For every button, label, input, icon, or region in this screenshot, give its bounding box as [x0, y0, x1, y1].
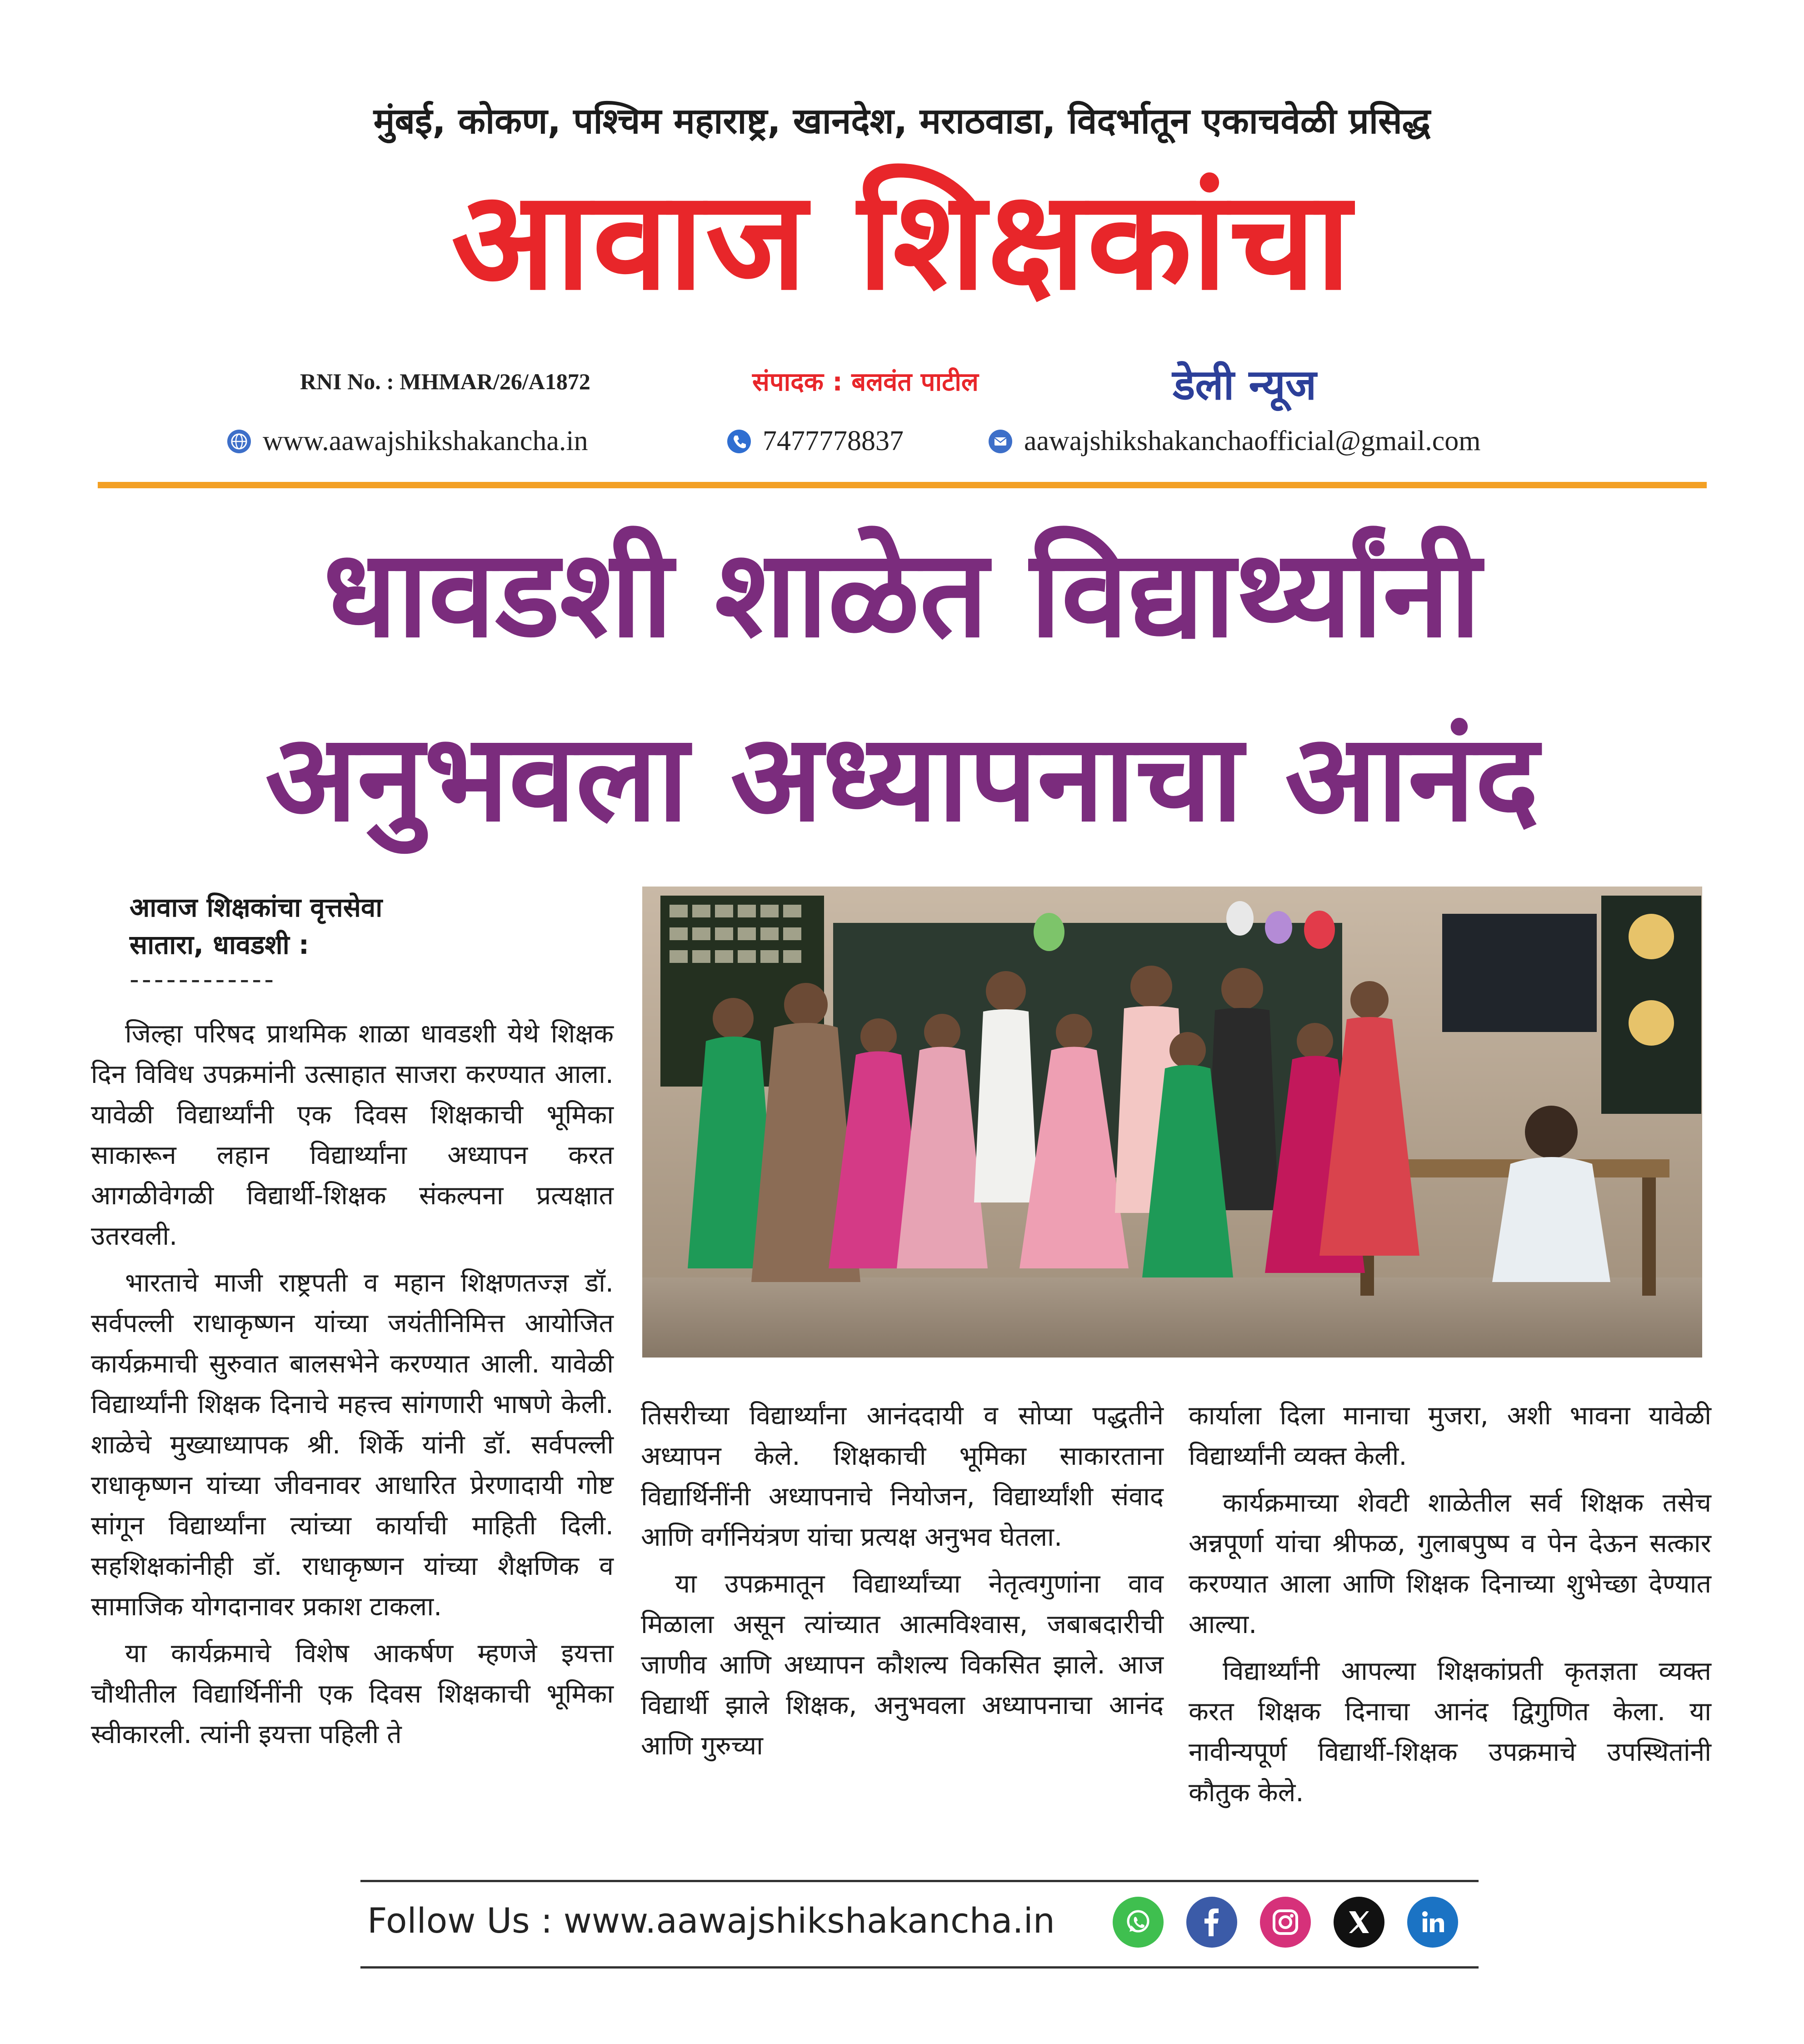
linkedin-icon[interactable] [1407, 1897, 1458, 1948]
masthead-title: आवाज शिक्षकांचा [451, 161, 1353, 320]
paragraph: तिसरीच्या विद्यार्थ्यांना आनंददायी व सोप्या पद्धतीने अध्यापन केले. शिक्षकाची भूमिका साकारताना विद्यार्थिनींनी अध्यापनाचे नियोजन, विद्यार्थ्यांशी संवाद आणि वर्गनियंत्रण यांचा प्रत्यक्ष अनुभव घेतला. [641, 1401, 1164, 1552]
article-photo [642, 887, 1702, 1358]
rni-number: RNI No. : MHMAR/26/A1872 [300, 369, 590, 394]
edition-label: डेली न्यूज [1173, 361, 1317, 409]
byline-separator: ------------ [130, 964, 277, 995]
headline-line-2: अनुभवला अध्यापनाचा आनंद [265, 708, 1539, 848]
header-divider [98, 482, 1707, 488]
email-contact[interactable] [989, 425, 1481, 457]
byline-dateline: सातारा, धावडशी : [130, 929, 310, 961]
article-column-2 [641, 1396, 1164, 1773]
paragraph: या उपक्रमातून विद्यार्थ्यांच्या नेतृत्वगुणांना वाव मिळाला असून त्यांच्यात आत्मविश्वास, जबाबदारीची जाणीव आणि अध्यापन कौशल्य विकसित झाले. आज विद्यार्थी झाले शिक्षक, अनुभवला अध्यापनाचा आनंद आणि गुरुच्या [641, 1569, 1164, 1761]
regions-tagline: मुंबई, कोकण, पश्चिम महाराष्ट्र, खानदेश, मराठवाडा, विदर्भातून एकाचवेळी प्रसिद्ध [373, 101, 1431, 142]
instagram-icon[interactable] [1260, 1897, 1311, 1948]
paragraph: भारताचे माजी राष्ट्रपती व महान शिक्षणतज्ज्ञ डॉ. सर्वपल्ली राधाकृष्णन यांच्या जयंतीनिमित्त आयोजित कार्यक्रमाची सुरुवात बालसभेने करण्यात आली. यावेळी विद्यार्थ्यांनी शिक्षक दिनाचे महत्त्व सांगणारी भाषणे केली. शाळेचे मुख्याध्यापक श्री. शिर्के यांनी डॉ. सर्वपल्ली राधाकृष्णन यांच्या जीवनावर आधारित प्रेरणादायी गोष्ट सांगून विद्यार्थ्यांना त्यांच्या कार्याची माहिती दिली. सहशिक्षकांनीही डॉ. राधाकृष्णन यांच्या शैक्षणिक व सामाजिक योगदानावर प्रकाश टाकला. [91, 1268, 614, 1622]
article-column-1 [91, 1014, 614, 1761]
email-text: aawajshikshakanchaofficial@gmail.com [1024, 426, 1481, 456]
paragraph: जिल्हा परिषद प्राथमिक शाळा धावडशी येथे शिक्षक दिन विविध उपक्रमांनी उत्साहात साजरा करण्यात आला. यावेळी विद्यार्थ्यांनी एक दिवस शिक्षकाची भूमिका साकारून लहान विद्यार्थ्यांना अध्यापन करत आगळीवेगळी विद्यार्थी-शिक्षक संकल्पना प्रत्यक्षात उतरवली. [91, 1019, 614, 1251]
phone-contact[interactable] [727, 425, 904, 457]
byline-agency: आवाज शिक्षकांचा वृत्तसेवा [130, 892, 383, 923]
paragraph: या कार्यक्रमाचे विशेष आकर्षण म्हणजे इयत्ता चौथीतील विद्यार्थिनींनी एक दिवस शिक्षकाची भूमिका स्वीकारली. त्यांनी इयत्ता पहिली ते [91, 1638, 614, 1749]
mail-icon [989, 430, 1012, 453]
headline-line-1: धावडशी शाळेत विद्यार्थ्यांनी [323, 524, 1481, 664]
paragraph: विद्यार्थ्यांनी आपल्या शिक्षकांप्रती कृतज्ञता व्यक्त करत शिक्षक दिनाचा आनंद द्विगुणित केला. या नावीन्यपूर्ण विद्यार्थी-शिक्षक उपक्रमाचे उपस्थितांनी कौतुक केले. [1189, 1656, 1711, 1808]
footer-top-rule [360, 1880, 1479, 1882]
website-text: www.aawajshikshakancha.in [263, 426, 588, 456]
article-column-3 [1189, 1396, 1711, 1819]
website-contact[interactable] [227, 425, 588, 457]
follow-us[interactable]: Follow Us : www.aawajshikshakancha.in [367, 1900, 1055, 1941]
paragraph: कार्याला दिला मानाचा मुजरा, अशी भावना यावेळी विद्यार्थ्यांनी व्यक्त केली. [1189, 1401, 1711, 1471]
classroom-group-photo [642, 887, 1702, 1358]
globe-icon [227, 430, 251, 453]
phone-text: 7477778837 [763, 426, 904, 456]
x-icon[interactable] [1334, 1897, 1384, 1948]
whatsapp-icon[interactable] [1113, 1897, 1164, 1948]
byline [130, 889, 382, 964]
footer-bottom-rule [360, 1966, 1479, 1969]
paragraph: कार्यक्रमाच्या शेवटी शाळेतील सर्व शिक्षक तसेच अन्नपूर्णा यांचा श्रीफळ, गुलाबपुष्प व पेन देऊन सत्कार करण्यात आला आणि शिक्षक दिनाच्या शुभेच्छा देण्यात आल्या. [1189, 1488, 1711, 1639]
editor-credit: संपादक : बलवंत पाटील [752, 367, 979, 397]
phone-icon [727, 430, 751, 453]
facebook-icon[interactable] [1186, 1897, 1237, 1948]
